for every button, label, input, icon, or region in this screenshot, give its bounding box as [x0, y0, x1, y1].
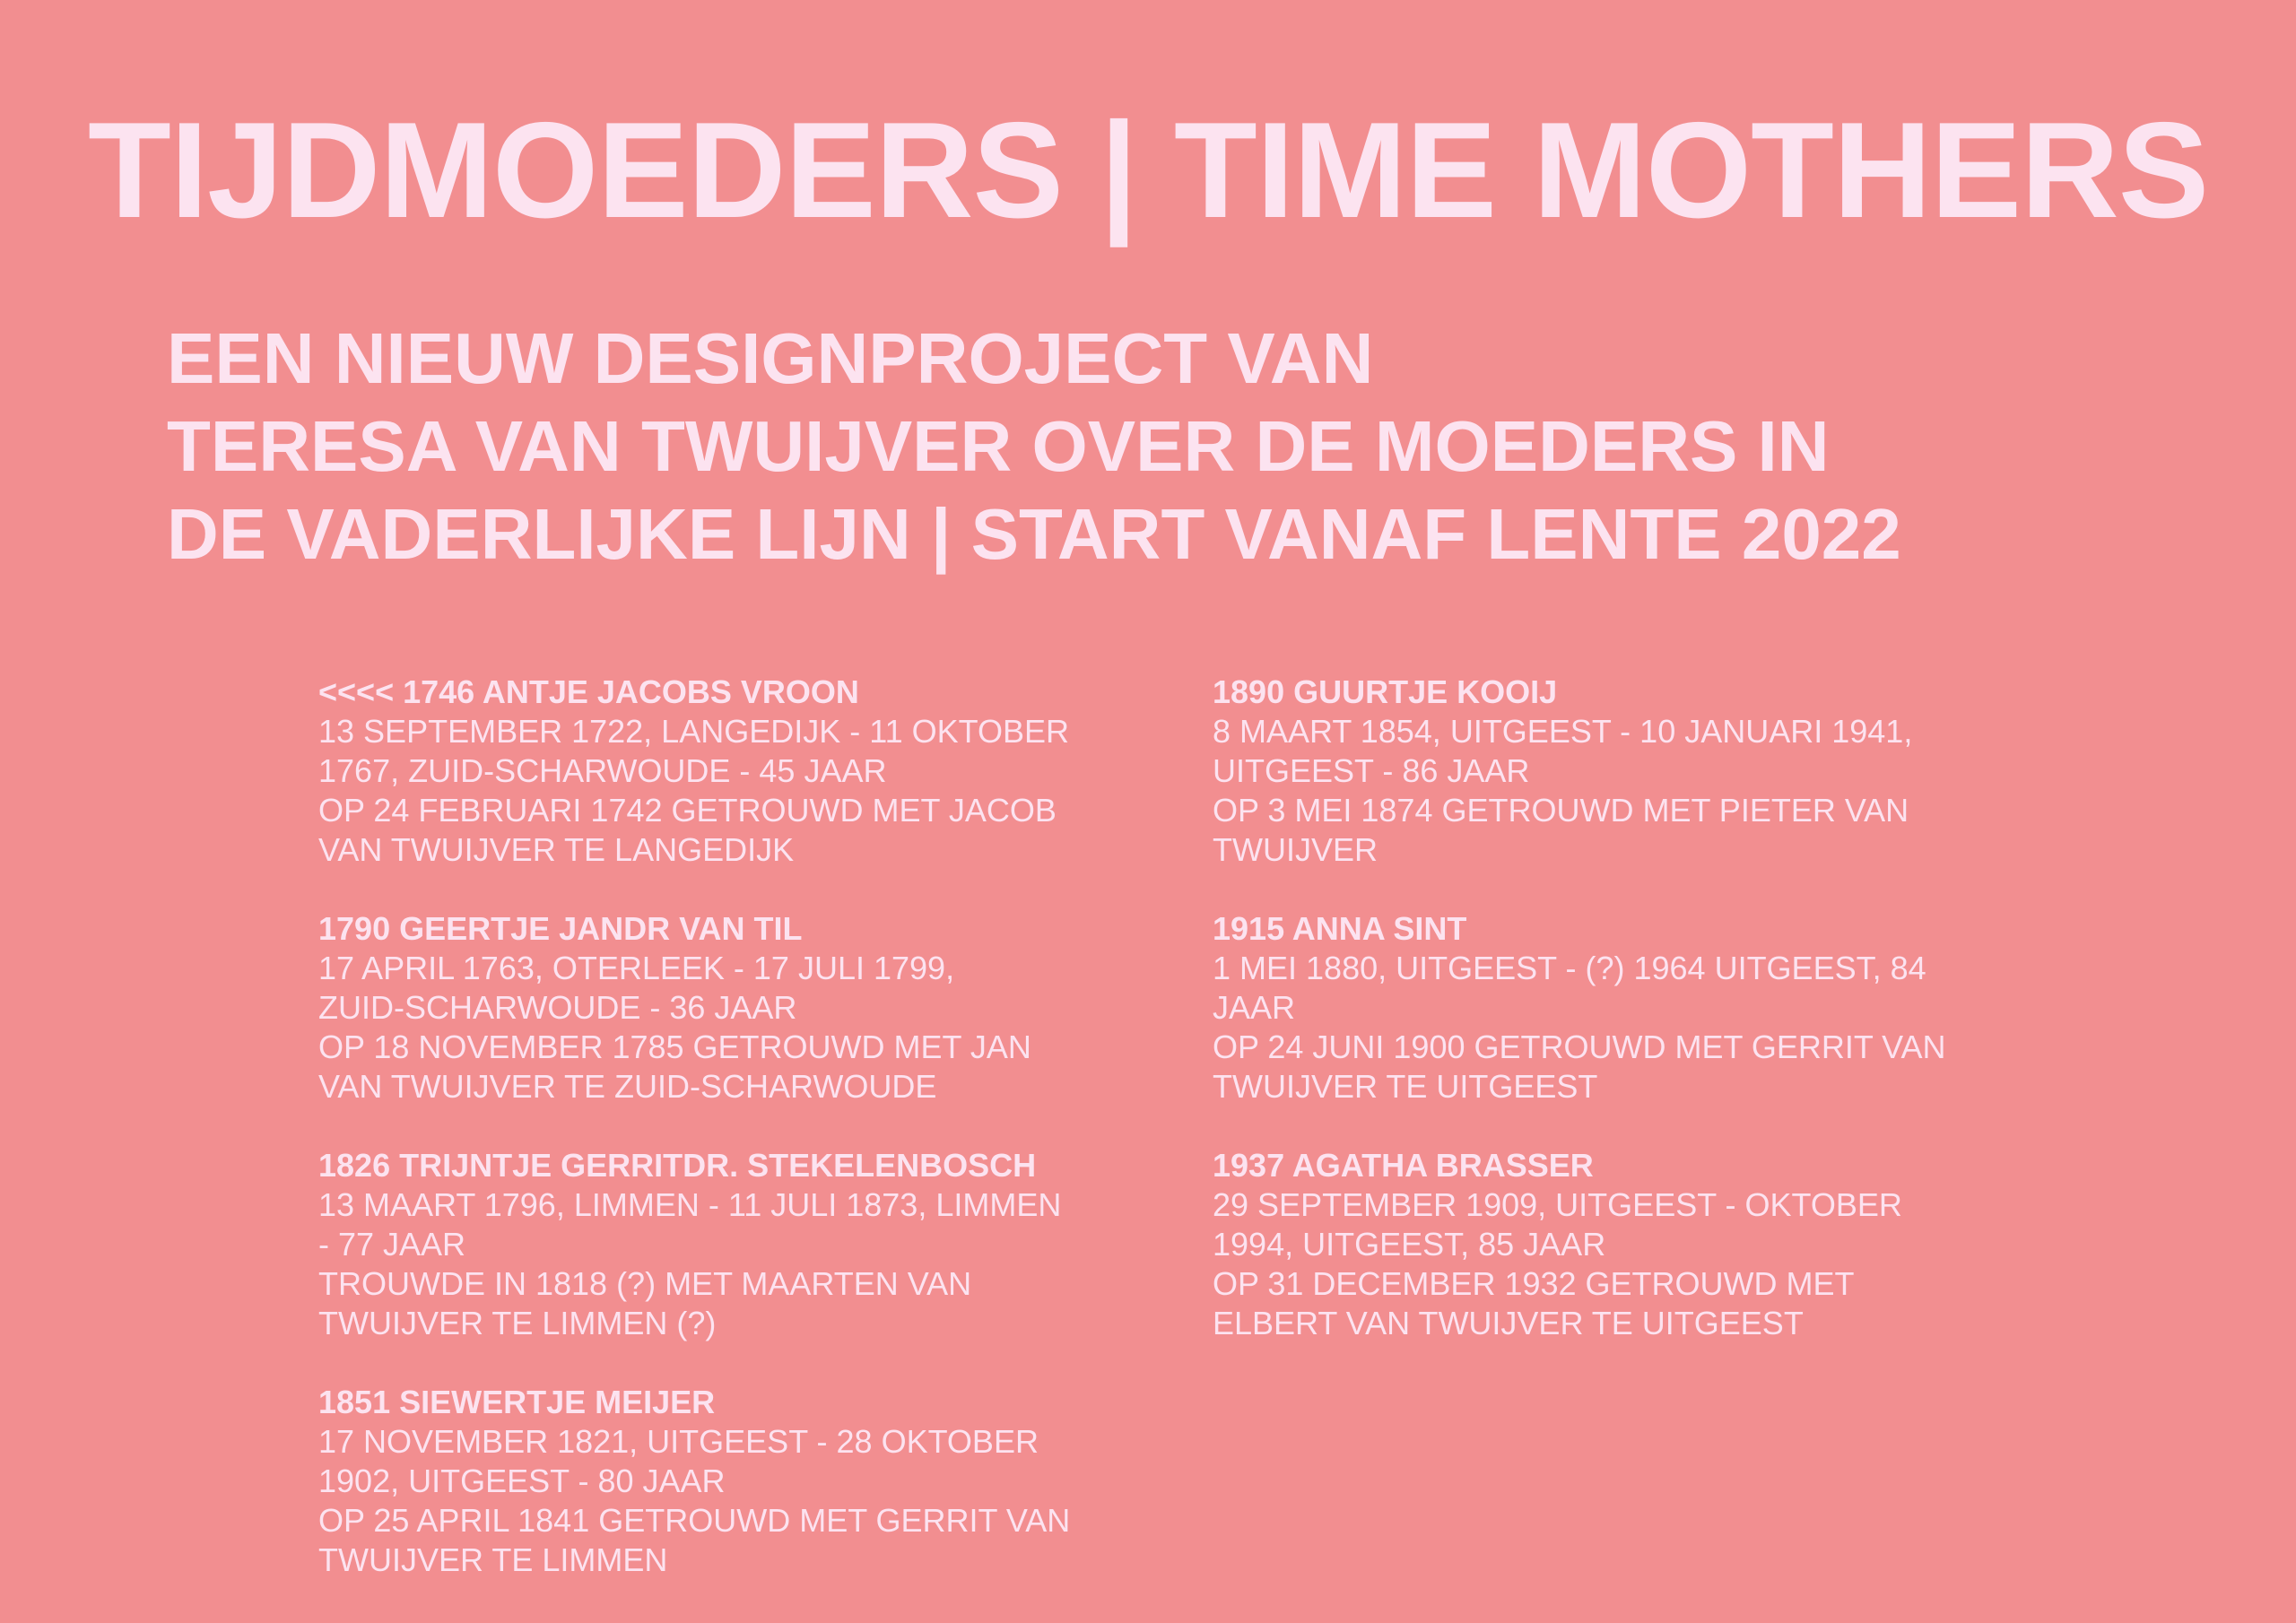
entry-line: OP 24 JUNI 1900 GETROUWD MET GERRIT VAN [1213, 1028, 1946, 1065]
entry-line: VAN TWUIJVER TE ZUID-SCHARWOUDE [318, 1068, 937, 1105]
entry-line: OP 25 APRIL 1841 GETROUWD MET GERRIT VAN [318, 1502, 1071, 1539]
entry-line: 13 MAART 1796, LIMMEN - 11 JULI 1873, LIMMEN [318, 1186, 1062, 1223]
entry-header: 1790 GEERTJE JANDR VAN TIL [318, 910, 803, 947]
entry-line: OP 18 NOVEMBER 1785 GETROUWD MET JAN [318, 1028, 1031, 1065]
entry-line: 17 APRIL 1763, OTERLEEK - 17 JULI 1799, [318, 950, 955, 986]
mother-entry [1213, 1146, 1946, 1343]
subtitle-line: EEN NIEUW DESIGNPROJECT VAN [167, 318, 1374, 398]
entry-line: 13 SEPTEMBER 1722, LANGEDIJK - 11 OKTOBER [318, 713, 1069, 750]
entry-line: 1767, ZUID-SCHARWOUDE - 45 JAAR [318, 752, 887, 789]
entry-line: 8 MAART 1854, UITGEEST - 10 JANUARI 1941, [1213, 713, 1913, 750]
entry-line: JAAR [1213, 989, 1296, 1026]
mother-entry [1213, 673, 1946, 870]
entry-line: UITGEEST - 86 JAAR [1213, 752, 1530, 789]
mother-entry [318, 673, 1070, 870]
entry-header: 1851 SIEWERTJE MEIJER [318, 1384, 716, 1420]
entry-header: 1937 AGATHA BRASSER [1213, 1147, 1594, 1184]
left-column [318, 673, 1070, 1619]
entry-header: <<<< 1746 ANTJE JACOBS VROON [318, 673, 859, 710]
entry-line: OP 31 DECEMBER 1932 GETROUWD MET [1213, 1265, 1855, 1302]
entry-line: 17 NOVEMBER 1821, UITGEEST - 28 OKTOBER [318, 1423, 1039, 1460]
mother-entry [1213, 909, 1946, 1107]
entry-line: ELBERT VAN TWUIJVER TE UITGEEST [1213, 1305, 1804, 1341]
entry-header: 1890 GUURTJE KOOIJ [1213, 673, 1558, 710]
page-title: TIJDMOEDERS | TIME MOTHERS [88, 94, 2209, 247]
entry-line: 29 SEPTEMBER 1909, UITGEEST - OKTOBER [1213, 1186, 1902, 1223]
mother-entry [318, 909, 1070, 1107]
subtitle-line: DE VADERLIJKE LIJN | START VANAF LENTE 2022 [167, 494, 1901, 574]
entry-line: OP 3 MEI 1874 GETROUWD MET PIETER VAN [1213, 792, 1909, 829]
entry-line: 1994, UITGEEST, 85 JAAR [1213, 1226, 1606, 1263]
entry-header: 1915 ANNA SINT [1213, 910, 1467, 947]
entry-line: ZUID-SCHARWOUDE - 36 JAAR [318, 989, 797, 1026]
entry-line: 1 MEI 1880, UITGEEST - (?) 1964 UITGEEST, 84 [1213, 950, 1926, 986]
entry-header: 1826 TRIJNTJE GERRITDR. STEKELENBOSCH [318, 1147, 1037, 1184]
entry-line: OP 24 FEBRUARI 1742 GETROUWD MET JACOB [318, 792, 1057, 829]
entry-line: TWUIJVER TE LIMMEN [318, 1541, 668, 1578]
entry-line: TWUIJVER TE LIMMEN (?) [318, 1305, 717, 1341]
entry-line: VAN TWUIJVER TE LANGEDIJK [318, 831, 795, 868]
subtitle-line: TERESA VAN TWUIJVER OVER DE MOEDERS IN [167, 406, 1830, 486]
entry-line: - 77 JAAR [318, 1226, 466, 1263]
entry-line: 1902, UITGEEST - 80 JAAR [318, 1462, 726, 1499]
mother-entry [318, 1383, 1070, 1580]
subtitle [167, 315, 1901, 578]
entry-line: TROUWDE IN 1818 (?) MET MAARTEN VAN [318, 1265, 972, 1302]
entry-line: TWUIJVER [1213, 831, 1378, 868]
entry-line: TWUIJVER TE UITGEEST [1213, 1068, 1598, 1105]
right-column [1213, 673, 1946, 1383]
mother-entry [318, 1146, 1070, 1343]
